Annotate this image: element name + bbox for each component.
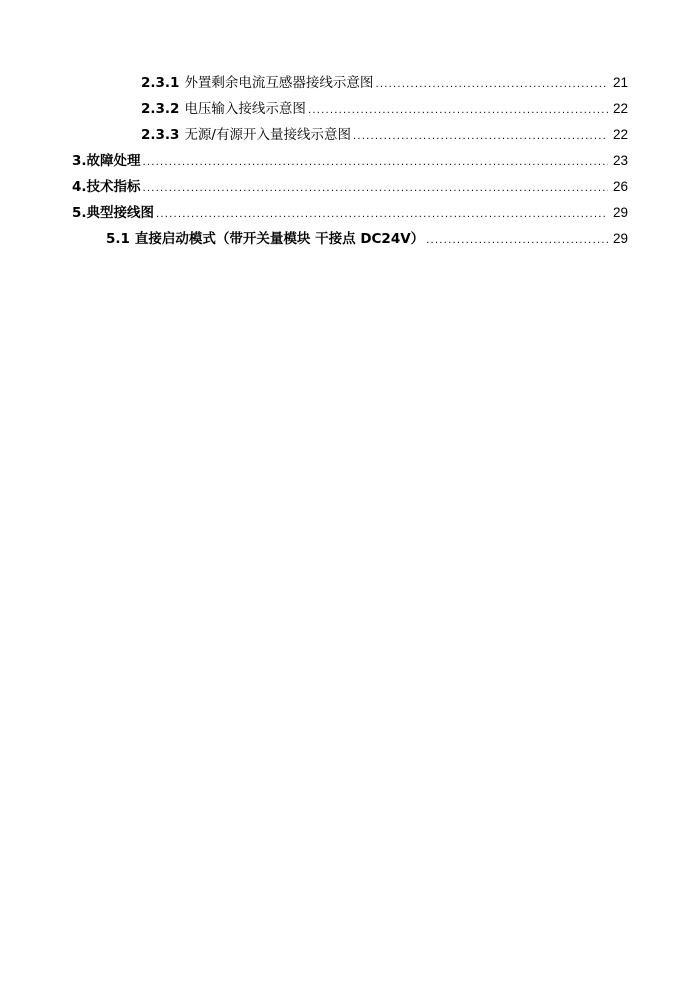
dot-leader [375,75,608,95]
toc-entry-number: 2.3.2 [141,101,180,117]
toc-entry-number: 2.3.3 [141,127,180,143]
dot-leader [156,205,608,225]
toc-entry-5-1[interactable] [0,229,628,255]
toc-entry-page: 23 [612,153,628,168]
toc-entry-2-3-1[interactable] [0,73,628,99]
toc-entry-page: 21 [612,75,628,90]
dot-leader [143,179,608,199]
toc-entry-number: 2.3.1 [141,75,180,91]
toc-entry-4[interactable] [0,177,628,203]
dot-leader [426,231,608,251]
toc-entry-page: 26 [612,179,628,194]
dot-leader [143,153,608,173]
toc-entry-number: 4. [72,179,87,195]
toc-entry-5[interactable] [0,203,628,229]
toc-entry-title: 直接启动模式（带开关量模块 干接点 DC24V） [134,231,425,247]
toc-entry-number: 5. [72,205,87,221]
toc-entry-title: 外置剩余电流互感器接线示意图 [184,75,374,91]
toc-entry-title: 无源/有源开入量接线示意图 [184,127,351,143]
toc-entry-page: 29 [612,231,628,246]
toc-entry-page: 29 [612,205,628,220]
toc-entry-title: 电压输入接线示意图 [184,101,306,117]
dot-leader [308,101,608,121]
dot-leader [353,127,608,147]
toc-entry-number: 5.1 [106,231,130,247]
toc-entry-title: 故障处理 [86,153,141,169]
toc-entry-title: 技术指标 [86,179,141,195]
toc-entry-2-3-2[interactable] [0,99,628,125]
toc-entry-page: 22 [612,101,628,116]
toc-entry-number: 3. [72,153,87,169]
toc-entry-3[interactable] [0,151,628,177]
toc-entry-title: 典型接线图 [86,205,155,221]
table-of-contents [0,73,700,255]
toc-entry-2-3-3[interactable] [0,125,628,151]
toc-entry-page: 22 [612,127,628,142]
